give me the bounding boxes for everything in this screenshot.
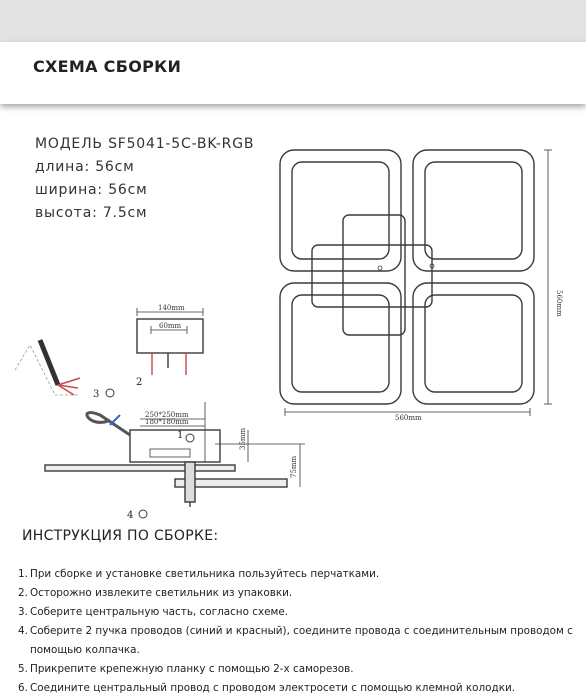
instruction-text: Прикрепите крепежную планку с помощью 2-х саморезов. <box>30 663 354 675</box>
instruction-number: 3. <box>18 606 28 618</box>
screw-4-icon <box>139 510 147 518</box>
instruction-text: При сборке и установке светильника пользуйтесь перчатками. <box>30 568 380 580</box>
page-title: СХЕМА СБОРКИ <box>33 57 182 76</box>
instruction-item <box>18 679 582 698</box>
top-view-frame <box>280 150 534 404</box>
dim-560-width-label: 560mm <box>395 414 422 422</box>
instruction-item <box>18 660 582 679</box>
instruction-text: Осторожно извлеките светильник из упаковки. <box>30 587 293 599</box>
dim-75-label: 75mm <box>290 455 298 478</box>
callout-4: 4 <box>127 510 134 521</box>
instruction-text: Соберите 2 пучка проводов (синий и красный), соедините провода с соединительным проводом с помощью колпачка. <box>30 625 573 656</box>
spec-height: высота: 7.5см <box>35 205 148 221</box>
dim-180-label: 180*180mm <box>145 418 189 426</box>
dim-250-label: 250*250mm <box>145 411 189 419</box>
instruction-item <box>18 603 582 622</box>
dim-35-label: 35mm <box>239 427 247 450</box>
instruction-item <box>18 622 582 660</box>
instruction-number: 6. <box>18 682 28 694</box>
top-band <box>0 0 586 42</box>
assembly-drawing <box>0 110 586 530</box>
instruction-number: 2. <box>18 587 28 599</box>
callout-3: 3 <box>93 389 100 400</box>
screw-1-icon <box>186 434 194 442</box>
instruction-text: Соедините центральный провод с проводом электросети с помощью клемной колодки. <box>30 682 516 694</box>
spec-width: ширина: 56см <box>35 182 148 198</box>
instruction-number: 4. <box>18 625 28 637</box>
screw-3-icon <box>106 389 114 397</box>
dim-140-label: 140mm <box>158 304 185 312</box>
spec-length: длина: 56см <box>35 159 135 175</box>
instruction-item <box>18 565 582 584</box>
instructions-list <box>18 565 582 698</box>
instruction-text: Соберите центральную часть, согласно схеме. <box>30 606 289 618</box>
arm-plate <box>45 465 235 471</box>
instruction-item <box>18 584 582 603</box>
instruction-number: 1. <box>18 568 28 580</box>
instructions-title: ИНСТРУКЦИЯ ПО СБОРКЕ: <box>22 528 219 544</box>
callout-1: 1 <box>177 430 184 441</box>
model-name: МОДЕЛЬ SF5041-5C-BK-RGB <box>35 136 255 152</box>
callout-2: 2 <box>136 377 143 388</box>
dim-60-label: 60mm <box>159 322 182 330</box>
dim-560-height-label: 560mm <box>555 290 563 317</box>
instruction-number: 5. <box>18 663 28 675</box>
